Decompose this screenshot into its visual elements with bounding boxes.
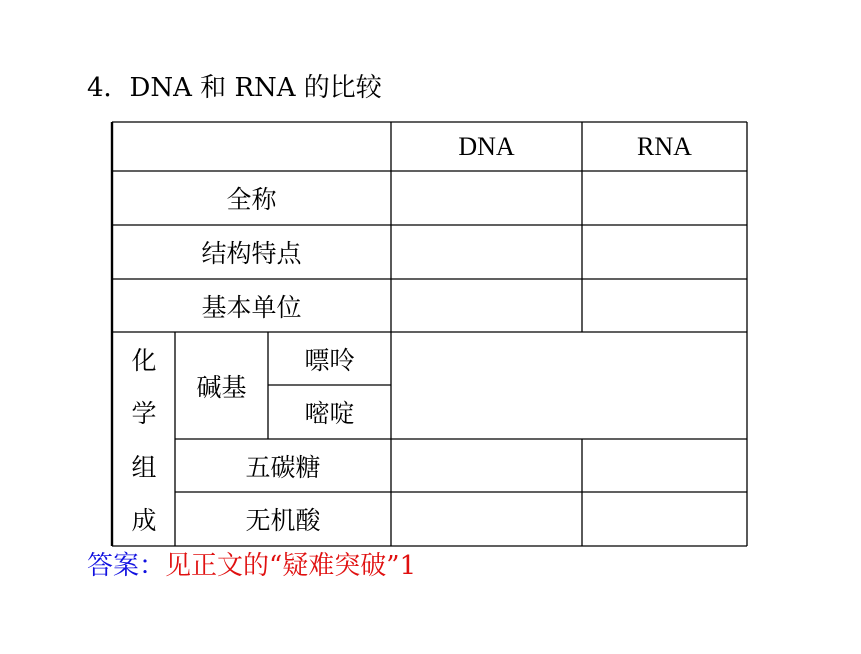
row-label-chemical-composition [113, 332, 175, 546]
header-dna: DNA [458, 131, 515, 161]
row-label-pentose: 五碳糖 [245, 452, 321, 482]
row-label-bases: 碱基 [196, 372, 247, 402]
answer-line [87, 546, 416, 586]
chem-char: 化 [131, 345, 157, 375]
answer-label: 答案： [87, 551, 166, 581]
chem-char: 学 [131, 399, 157, 429]
row-label-pyrimidine: 嘧啶 [304, 399, 355, 428]
chem-char: 组 [131, 452, 157, 482]
row-label-full-name: 全称 [226, 185, 277, 214]
chem-char: 成 [131, 506, 157, 536]
section-title: 4．DNA 和 RNA 的比较 [87, 73, 382, 103]
row-label-basic-unit: 基本单位 [201, 292, 302, 322]
answer-text: 见正文的“疑难突破”1 [165, 551, 417, 581]
header-rna: RNA [637, 131, 692, 161]
row-label-inorganic-acid: 无机酸 [245, 506, 321, 535]
row-label-purine: 嘌呤 [304, 345, 355, 375]
row-label-structure: 结构特点 [201, 239, 302, 268]
